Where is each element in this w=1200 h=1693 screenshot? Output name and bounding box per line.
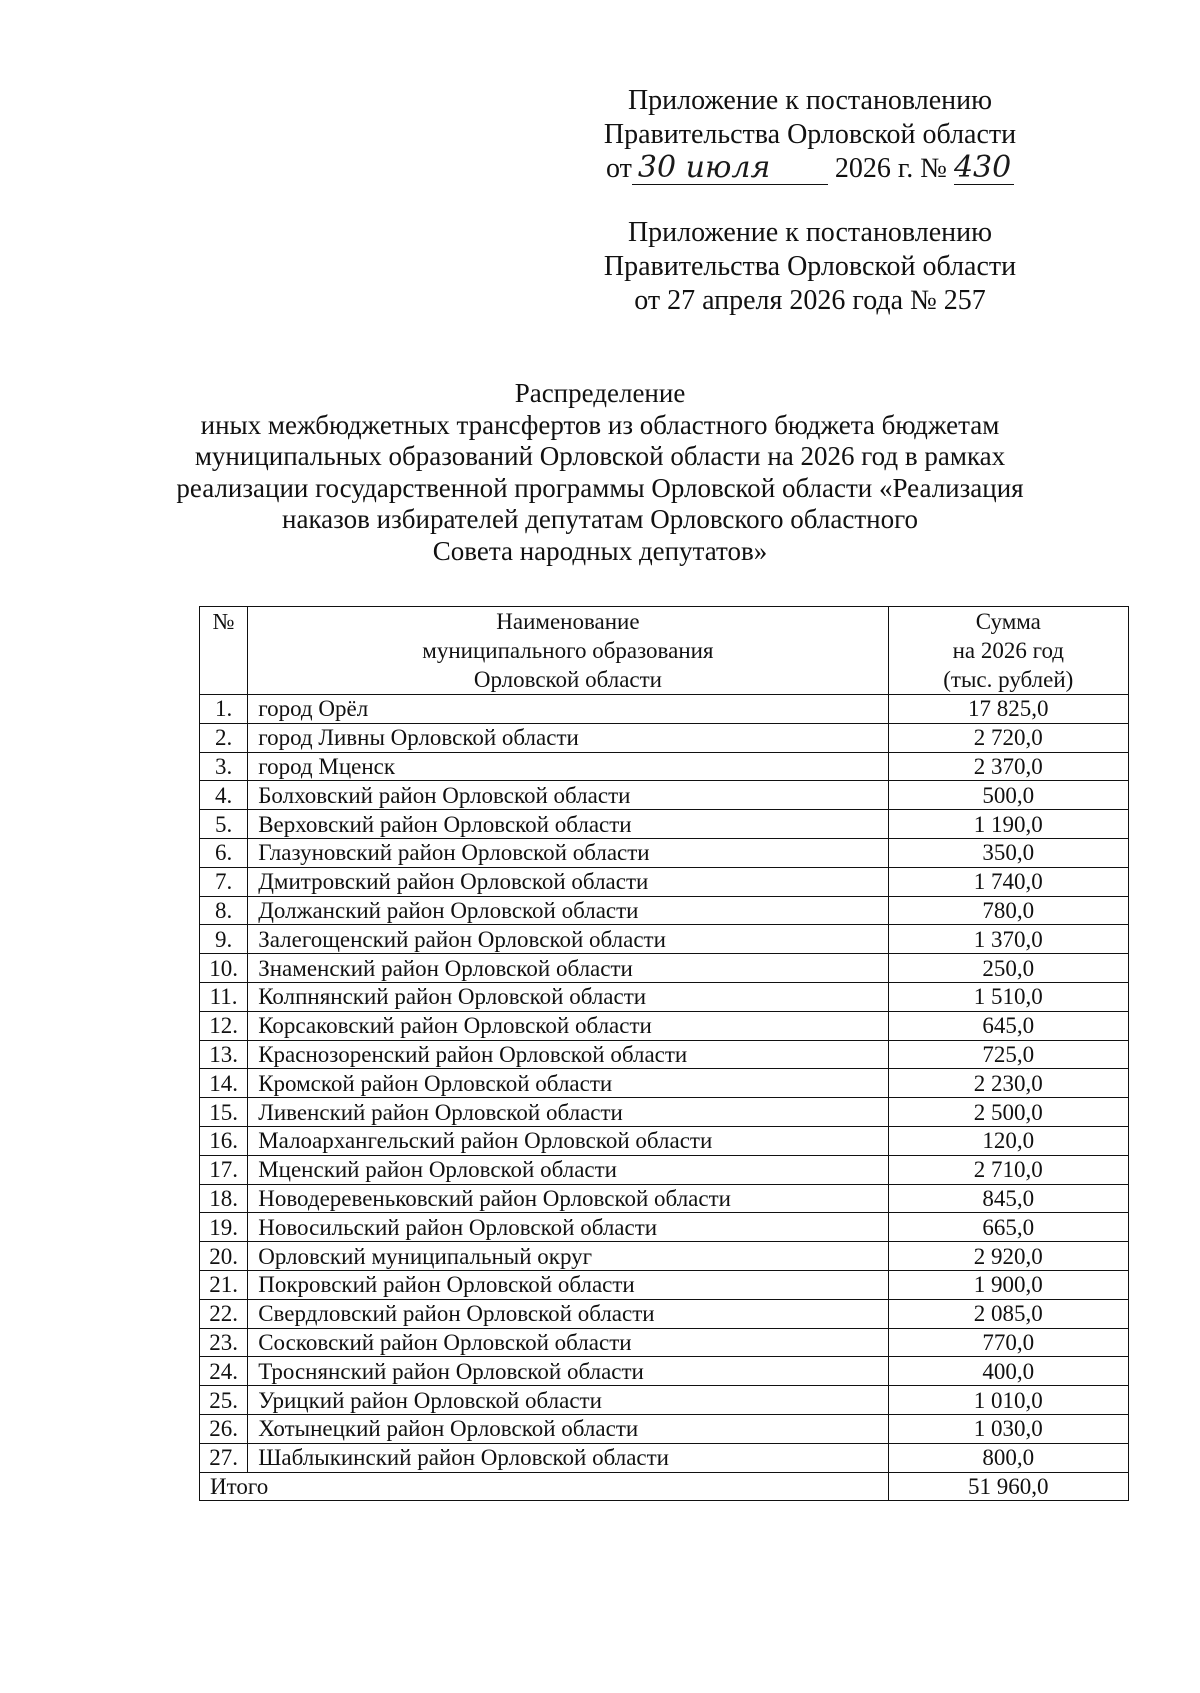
total-sum: 51 960,0: [888, 1472, 1128, 1501]
row-number: 22.: [200, 1299, 248, 1328]
table-row: [200, 1386, 1129, 1415]
row-municipality-name: Новосильский район Орловской области: [248, 1213, 888, 1242]
table-row: [200, 781, 1129, 810]
header-sum-line-2: на 2026 год: [952, 638, 1065, 663]
row-sum: 2 085,0: [888, 1299, 1128, 1328]
row-number: 15.: [200, 1098, 248, 1127]
row-municipality-name: Кромской район Орловской области: [248, 1069, 888, 1098]
row-municipality-name: Верховский район Орловской области: [248, 810, 888, 839]
row-sum: 1 010,0: [888, 1386, 1128, 1415]
row-sum: 1 740,0: [888, 867, 1128, 896]
row-sum: 1 190,0: [888, 810, 1128, 839]
row-number: 23.: [200, 1328, 248, 1357]
row-municipality-name: город Ливны Орловской области: [248, 723, 888, 752]
title-line-1: Распределение: [514, 378, 686, 408]
appendix-date-line: [600, 152, 1020, 186]
year-text: 2026 г. №: [834, 153, 947, 184]
row-sum: 2 230,0: [888, 1069, 1128, 1098]
row-number: 24.: [200, 1357, 248, 1386]
row-number: 17.: [200, 1155, 248, 1184]
header-name-line-2: муниципального образования: [422, 638, 714, 663]
row-municipality-name: Малоархангельский район Орловской области: [248, 1126, 888, 1155]
total-row: [200, 1472, 1129, 1501]
row-sum: 645,0: [888, 1011, 1128, 1040]
row-sum: 1 510,0: [888, 982, 1128, 1011]
row-number: 26.: [200, 1414, 248, 1443]
row-number: 25.: [200, 1386, 248, 1415]
appendix-line-2: Правительства Орловской области: [603, 119, 1017, 150]
header-sum: [888, 607, 1128, 695]
appendix-line-1: Приложение к постановлению: [627, 85, 993, 116]
row-municipality-name: Хотынецкий район Орловской области: [248, 1414, 888, 1443]
row-number: 27.: [200, 1443, 248, 1472]
table-row: [200, 752, 1129, 781]
header-num: №: [200, 607, 248, 695]
header-name: [248, 607, 888, 695]
row-municipality-name: город Орёл: [248, 695, 888, 724]
row-sum: 2 720,0: [888, 723, 1128, 752]
table-row: [200, 867, 1129, 896]
row-number: 2.: [200, 723, 248, 752]
row-number: 3.: [200, 752, 248, 781]
table-row: [200, 838, 1129, 867]
row-number: 5.: [200, 810, 248, 839]
row-sum: 17 825,0: [888, 695, 1128, 724]
handwritten-number: 430: [954, 153, 1014, 185]
row-sum: 1 030,0: [888, 1414, 1128, 1443]
table-row: [200, 1155, 1129, 1184]
row-sum: 120,0: [888, 1126, 1128, 1155]
row-number: 14.: [200, 1069, 248, 1098]
row-number: 21.: [200, 1270, 248, 1299]
appendix-previous-header: [600, 216, 1020, 318]
row-municipality-name: Корсаковский район Орловской области: [248, 1011, 888, 1040]
table-row: [200, 954, 1129, 983]
header-name-line-1: Наименование: [496, 609, 640, 634]
table-row: [200, 1357, 1129, 1386]
table-row: [200, 896, 1129, 925]
header-name-line-3: Орловской области: [473, 667, 662, 692]
row-sum: 1 900,0: [888, 1270, 1128, 1299]
row-number: 19.: [200, 1213, 248, 1242]
row-sum: 350,0: [888, 838, 1128, 867]
row-sum: 500,0: [888, 781, 1128, 810]
row-sum: 780,0: [888, 896, 1128, 925]
row-municipality-name: Мценский район Орловской области: [248, 1155, 888, 1184]
title-line-5: наказов избирателей депутатам Орловского областного: [282, 504, 918, 534]
table-row: [200, 1098, 1129, 1127]
document-title: [150, 378, 1050, 567]
table-row: [200, 925, 1129, 954]
row-municipality-name: Сосковский район Орловской области: [248, 1328, 888, 1357]
appendix-prev-line-2: Правительства Орловской области: [603, 251, 1017, 282]
row-sum: 2 500,0: [888, 1098, 1128, 1127]
table-row: [200, 1414, 1129, 1443]
row-municipality-name: Свердловский район Орловской области: [248, 1299, 888, 1328]
row-number: 4.: [200, 781, 248, 810]
row-sum: 665,0: [888, 1213, 1128, 1242]
handwritten-date: 30 июля: [632, 153, 828, 185]
table-row: [200, 982, 1129, 1011]
row-municipality-name: Троснянский район Орловской области: [248, 1357, 888, 1386]
row-number: 13.: [200, 1040, 248, 1069]
title-line-3: муниципальных образований Орловской области на 2026 год в рамках: [194, 441, 1006, 471]
row-municipality-name: Глазуновский район Орловской области: [248, 838, 888, 867]
table-header-row: [200, 607, 1129, 695]
row-municipality-name: Орловский муниципальный округ: [248, 1242, 888, 1271]
row-sum: 1 370,0: [888, 925, 1128, 954]
table-row: [200, 723, 1129, 752]
table-row: [200, 1040, 1129, 1069]
table-row: [200, 1443, 1129, 1472]
row-municipality-name: Залегощенский район Орловской области: [248, 925, 888, 954]
table-row: [200, 1242, 1129, 1271]
row-number: 18.: [200, 1184, 248, 1213]
date-prefix: от: [606, 153, 632, 184]
row-number: 11.: [200, 982, 248, 1011]
appendix-prev-line-3: от 27 апреля 2026 года № 257: [634, 285, 986, 316]
row-number: 7.: [200, 867, 248, 896]
header-sum-line-1: Сумма: [975, 609, 1041, 634]
title-line-4: реализации государственной программы Орловской области «Реализация: [176, 472, 1024, 503]
table-row: [200, 1299, 1129, 1328]
row-municipality-name: Урицкий район Орловской области: [248, 1386, 888, 1415]
row-sum: 770,0: [888, 1328, 1128, 1357]
table-row: [200, 1126, 1129, 1155]
table-row: [200, 1011, 1129, 1040]
row-sum: 2 710,0: [888, 1155, 1128, 1184]
appendix-current-header: [600, 84, 1020, 186]
row-municipality-name: Шаблыкинский район Орловской области: [248, 1443, 888, 1472]
row-sum: 400,0: [888, 1357, 1128, 1386]
table-body: [200, 695, 1129, 1473]
row-sum: 2 920,0: [888, 1242, 1128, 1271]
distribution-table: [199, 606, 1129, 1501]
total-label: Итого: [200, 1472, 889, 1501]
row-municipality-name: Ливенский район Орловской области: [248, 1098, 888, 1127]
table-row: [200, 1184, 1129, 1213]
row-municipality-name: Покровский район Орловской области: [248, 1270, 888, 1299]
row-number: 20.: [200, 1242, 248, 1271]
row-municipality-name: Колпнянский район Орловской области: [248, 982, 888, 1011]
row-municipality-name: Должанский район Орловской области: [248, 896, 888, 925]
row-municipality-name: Новодеревеньковский район Орловской области: [248, 1184, 888, 1213]
row-number: 12.: [200, 1011, 248, 1040]
row-municipality-name: Болховский район Орловской области: [248, 781, 888, 810]
appendix-prev-line-1: Приложение к постановлению: [627, 217, 993, 248]
row-sum: 845,0: [888, 1184, 1128, 1213]
row-number: 1.: [200, 695, 248, 724]
row-number: 8.: [200, 896, 248, 925]
table-row: [200, 1213, 1129, 1242]
table-row: [200, 1270, 1129, 1299]
table-row: [200, 1328, 1129, 1357]
table-row: [200, 695, 1129, 724]
row-sum: 725,0: [888, 1040, 1128, 1069]
row-number: 9.: [200, 925, 248, 954]
title-line-6: Совета народных депутатов»: [432, 535, 768, 566]
row-municipality-name: город Мценск: [248, 752, 888, 781]
title-line-2: иных межбюджетных трансфертов из областного бюджета бюджетам: [200, 409, 1000, 440]
row-number: 10.: [200, 954, 248, 983]
row-municipality-name: Дмитровский район Орловской области: [248, 867, 888, 896]
row-number: 6.: [200, 838, 248, 867]
table-row: [200, 1069, 1129, 1098]
row-number: 16.: [200, 1126, 248, 1155]
row-sum: 800,0: [888, 1443, 1128, 1472]
row-municipality-name: Краснозоренский район Орловской области: [248, 1040, 888, 1069]
row-sum: 2 370,0: [888, 752, 1128, 781]
table-row: [200, 810, 1129, 839]
header-sum-line-3: (тыс. рублей): [943, 667, 1074, 692]
row-municipality-name: Знаменский район Орловской области: [248, 954, 888, 983]
row-sum: 250,0: [888, 954, 1128, 983]
